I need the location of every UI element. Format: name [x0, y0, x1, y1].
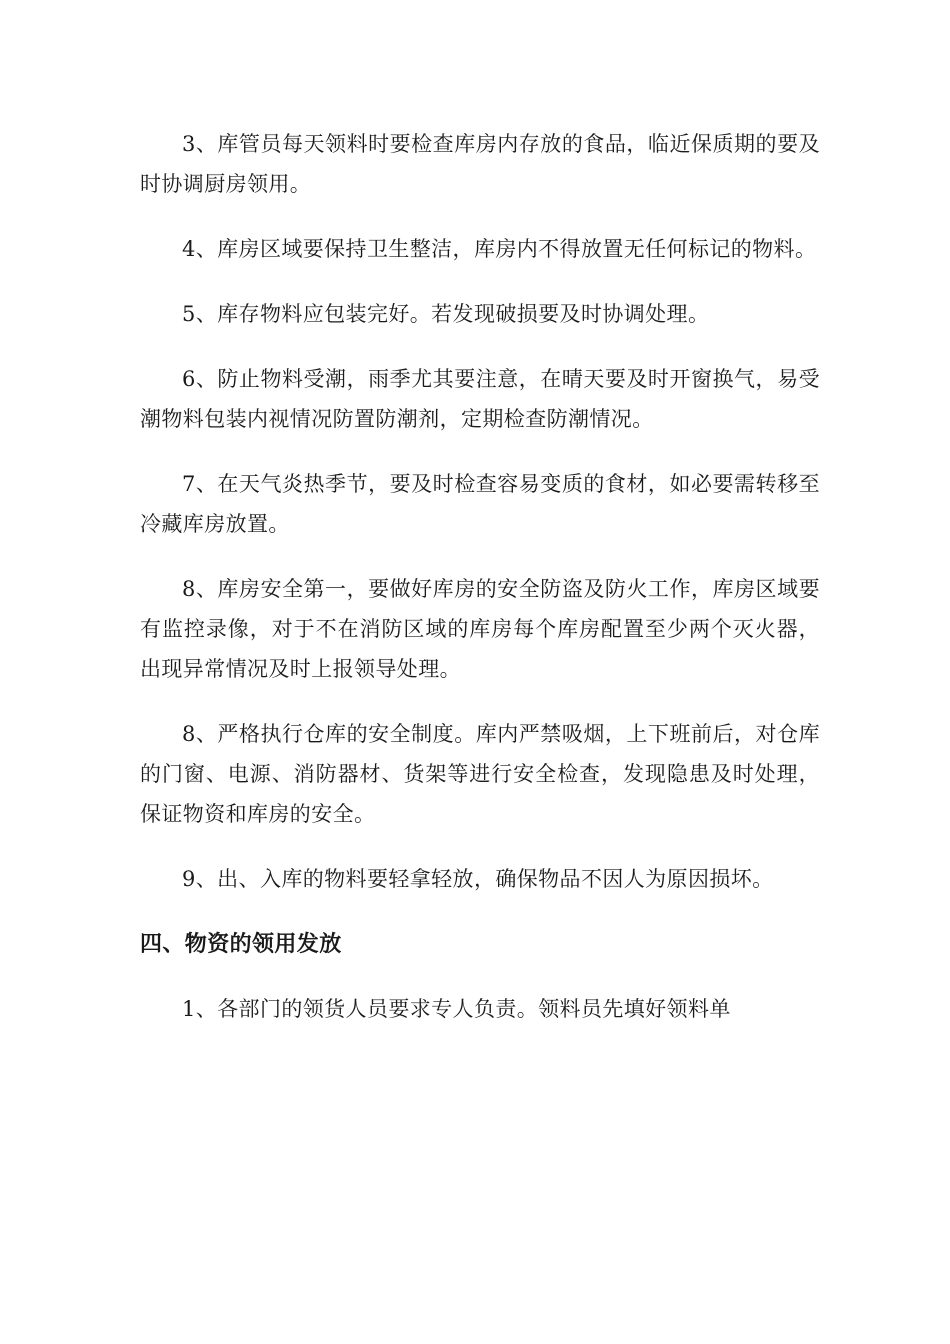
- paragraph-item-8a: 8、库房安全第一，要做好库房的安全防盗及防火工作，库房区域要有监控录像，对于不在消防区域的库房每个库房配置至少两个灭火器，出现异常情况及时上报领导处理。: [140, 577, 820, 681]
- paragraph-item-4: 4、库房区域要保持卫生整洁，库房内不得放置无任何标记的物料。: [182, 237, 817, 261]
- section-paragraph-1: 1、各部门的领货人员要求专人负责。领料员先填好领料单: [182, 997, 731, 1021]
- paragraph-item-5: 5、库存物料应包装完好。若发现破损要及时协调处理。: [182, 302, 710, 326]
- paragraph-item-8b: 8、严格执行仓库的安全制度。库内严禁吸烟，上下班前后，对仓库的门窗、电源、消防器材、货架等进行安全检查，发现隐患及时处理，保证物资和库房的安全。: [140, 722, 820, 826]
- paragraph-item-7: 7、在天气炎热季节，要及时检查容易变质的食材，如必要需转移至冷藏库房放置。: [140, 472, 820, 536]
- paragraph-item-9: 9、出、入库的物料要轻拿轻放，确保物品不因人为原因损坏。: [182, 867, 774, 891]
- paragraph-item-6: 6、防止物料受潮，雨季尤其要注意，在晴天要及时开窗换气，易受潮物料包装内视情况防置防潮剂，定期检查防潮情况。: [140, 367, 820, 431]
- document-body: [140, 124, 820, 1054]
- section-heading: 四、物资的领用发放: [140, 931, 342, 957]
- paragraph-item-3: 3、库管员每天领料时要检查库房内存放的食品，临近保质期的要及时协调厨房领用。: [140, 132, 820, 196]
